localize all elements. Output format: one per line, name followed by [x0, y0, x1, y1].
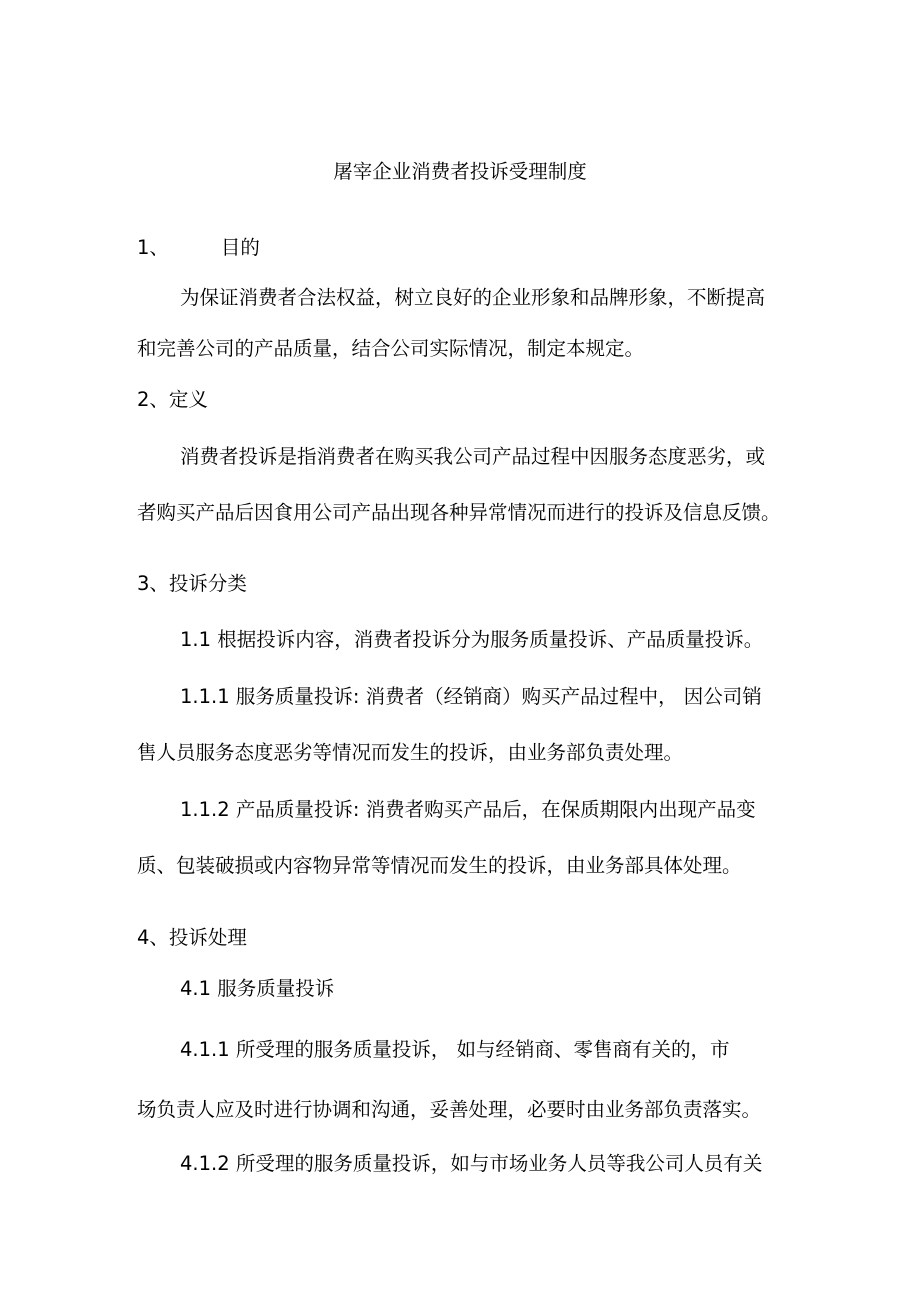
section-3-heading: 3、投诉分类 [137, 572, 247, 595]
section-2-paragraph-line-2: 者购买产品后因食用公司产品出现各种异常情况而进行的投诉及信息反馈。 [137, 501, 781, 524]
section-1-paragraph-line-2: 和完善公司的产品质量，结合公司实际情况，制定本规定。 [137, 337, 645, 360]
section-4-1-1-line-2: 场负责人应及时进行协调和沟通，妥善处理，必要时由业务部负责落实。 [137, 1098, 762, 1121]
section-3-1-2-line-2: 质、包装破损或内容物异常等情况而发生的投诉，由业务部具体处理。 [137, 854, 742, 877]
section-1-title: 目的 [220, 236, 260, 259]
section-4-1-heading: 4.1 服务质量投诉 [180, 977, 335, 1000]
section-1-number: 1、 [137, 236, 169, 259]
section-1-paragraph-line-1: 为保证消费者合法权益，树立良好的企业形象和品牌形象，不断提高 [180, 286, 766, 309]
section-3-1-1-line-2: 售人员服务态度恶劣等情况而发生的投诉，由业务部负责处理。 [137, 741, 684, 764]
section-3-1-paragraph: 1.1 根据投诉内容，消费者投诉分为服务质量投诉、产品质量投诉。 [180, 628, 764, 651]
section-4-1-1-line-1: 4.1.1 所受理的服务质量投诉， 如与经销商、零售商有关的，市 [180, 1038, 730, 1061]
section-4-1-2-line-1: 4.1.2 所受理的服务质量投诉，如与市场业务人员等我公司人员有关 [180, 1152, 763, 1175]
section-4-heading: 4、投诉处理 [137, 926, 247, 949]
section-3-1-2-line-1: 1.1.2 产品质量投诉: 消费者购买产品后，在保质期限内出现产品变 [180, 798, 756, 821]
section-1-heading [137, 234, 260, 262]
section-2-paragraph-line-1: 消费者投诉是指消费者在购买我公司产品过程中因服务态度恶劣，或 [180, 445, 766, 468]
document-title: 屠宰企业消费者投诉受理制度 [333, 160, 587, 183]
section-3-1-1-line-1: 1.1.1 服务质量投诉: 消费者（经销商）购买产品过程中， 因公司销 [180, 685, 762, 708]
section-2-heading: 2、定义 [137, 388, 208, 411]
